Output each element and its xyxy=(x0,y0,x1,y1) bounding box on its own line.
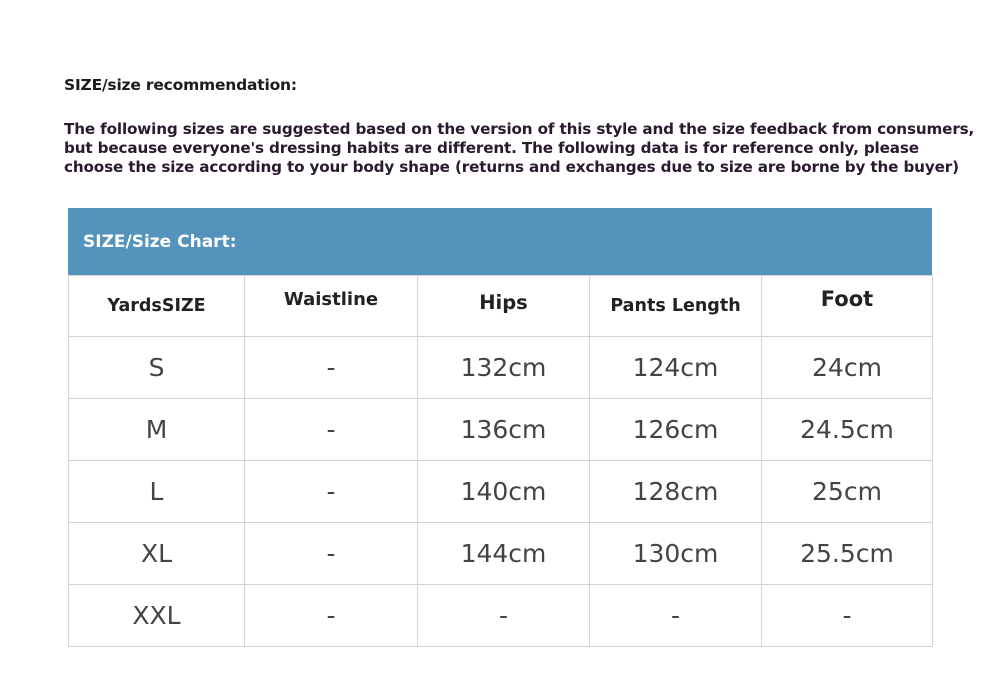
notice-line: but because everyone's dressing habits are different. The following data is for reference only, please xyxy=(64,139,919,157)
notice-line: choose the size according to your body shape (returns and exchanges due to size are borne by the buyer) xyxy=(64,158,959,176)
cell-foot: - xyxy=(762,585,933,647)
size-chart xyxy=(68,208,932,647)
cell-pants-length: 128cm xyxy=(590,461,762,523)
notice-line: The following sizes are suggested based on the version of this style and the size feedback from consumers, xyxy=(64,120,975,138)
column-header-waistline: Waistline xyxy=(245,276,418,337)
cell-waistline: - xyxy=(245,399,418,461)
table-row xyxy=(69,399,933,461)
cell-hips: 136cm xyxy=(418,399,590,461)
cell-foot: 25cm xyxy=(762,461,933,523)
column-header-foot: Foot xyxy=(762,276,933,337)
cell-hips: 140cm xyxy=(418,461,590,523)
cell-waistline: - xyxy=(245,337,418,399)
cell-foot: 24cm xyxy=(762,337,933,399)
cell-waistline: - xyxy=(245,461,418,523)
cell-hips: - xyxy=(418,585,590,647)
cell-size: S xyxy=(69,337,245,399)
column-header-hips: Hips xyxy=(418,276,590,337)
cell-waistline: - xyxy=(245,523,418,585)
cell-hips: 132cm xyxy=(418,337,590,399)
table-row xyxy=(69,461,933,523)
cell-hips: 144cm xyxy=(418,523,590,585)
size-notice xyxy=(64,120,975,177)
cell-foot: 24.5cm xyxy=(762,399,933,461)
page-heading: SIZE/size recommendation: xyxy=(64,76,297,94)
table-row xyxy=(69,585,933,647)
cell-pants-length: 126cm xyxy=(590,399,762,461)
table-row xyxy=(69,337,933,399)
cell-size: XL xyxy=(69,523,245,585)
column-header-pants-length: Pants Length xyxy=(590,276,762,337)
cell-waistline: - xyxy=(245,585,418,647)
table-header-row xyxy=(69,276,933,337)
cell-pants-length: - xyxy=(590,585,762,647)
size-chart-title: SIZE/Size Chart: xyxy=(68,208,932,275)
size-table xyxy=(68,275,933,647)
cell-size: XXL xyxy=(69,585,245,647)
table-row xyxy=(69,523,933,585)
cell-pants-length: 130cm xyxy=(590,523,762,585)
cell-pants-length: 124cm xyxy=(590,337,762,399)
cell-size: L xyxy=(69,461,245,523)
column-header-size: YardsSIZE xyxy=(69,276,245,337)
cell-foot: 25.5cm xyxy=(762,523,933,585)
cell-size: M xyxy=(69,399,245,461)
